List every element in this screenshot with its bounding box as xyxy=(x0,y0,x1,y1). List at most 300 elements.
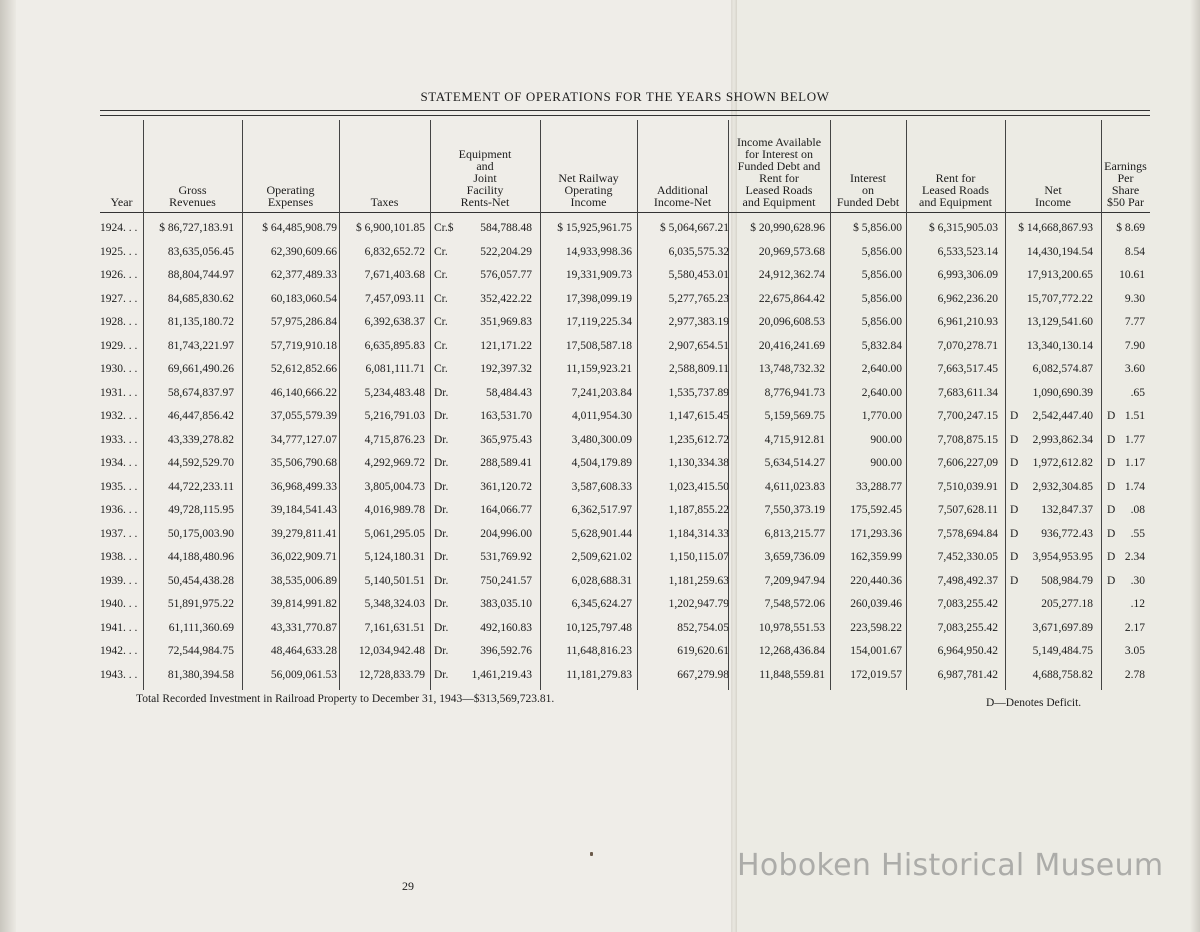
cell-equipment-rents: 121,171.22 xyxy=(480,339,532,352)
header-additional-income: Additional Income-Net xyxy=(653,183,712,209)
cell-eps: 1.74 xyxy=(1124,480,1145,493)
cell-gross-revenues: 61,111,360.69 xyxy=(168,621,234,634)
cell-net-income-flag: D xyxy=(1010,410,1019,422)
cell-gross-revenues: 72,544,984.75 xyxy=(167,645,234,657)
cell-net-income: 132,847.37 xyxy=(1041,504,1093,516)
cell-eps-flag: D xyxy=(1107,551,1116,563)
statement-title: STATEMENT OF OPERATIONS FOR THE YEARS SHOWN BELOW xyxy=(420,89,830,104)
cell-equipment-rents: 750,241.57 xyxy=(480,574,532,587)
cell-taxes: 3,805,004.73 xyxy=(364,480,425,493)
cell-interest: 154,001.67 xyxy=(850,645,902,657)
cell-equipment-flag: Dr. xyxy=(434,527,449,540)
cell-net-railway-income: 4,011,954.30 xyxy=(572,410,632,422)
header-interest-funded-debt: Interest on Funded Debt xyxy=(836,171,900,209)
cell-year: 1927. . . xyxy=(100,292,138,305)
cell-interest: 2,640.00 xyxy=(861,386,902,399)
cell-income-available: 12,268,436.84 xyxy=(758,645,825,657)
cell-eps-flag: D xyxy=(1107,527,1116,540)
cell-eps-flag: D xyxy=(1107,574,1116,587)
cell-taxes: 5,124,180.31 xyxy=(364,551,425,563)
cell-additional-income: 1,235,612.72 xyxy=(668,433,729,446)
cell-interest: 5,856.00 xyxy=(861,269,902,281)
cell-equipment-rents: 361,120.72 xyxy=(480,480,532,493)
cell-additional-income: 1,147,615.45 xyxy=(668,410,729,422)
cell-additional-income: 1,187,855.22 xyxy=(668,504,729,516)
cell-additional-income: 2,907,654.51 xyxy=(668,339,729,352)
cell-eps-flag: D xyxy=(1107,504,1116,516)
table-row xyxy=(100,593,1150,617)
table-row xyxy=(100,358,1150,382)
table-row xyxy=(100,429,1150,453)
cell-net-income: 2,932,304.85 xyxy=(1032,480,1093,493)
cell-net-railway-income: 17,508,587.18 xyxy=(565,339,632,352)
cell-equipment-rents: 351,969.83 xyxy=(480,316,532,328)
table-row xyxy=(100,405,1150,429)
cell-rent: 7,083,255.42 xyxy=(937,598,998,610)
cell-eps-flag: D xyxy=(1107,480,1116,493)
museum-watermark: Hoboken Historical Museum xyxy=(737,848,1164,883)
cell-net-income: 13,129,541.60 xyxy=(1026,316,1093,328)
cell-net-railway-income: $ 15,925,961.75 xyxy=(557,222,632,234)
cell-taxes: 4,715,876.23 xyxy=(364,433,425,446)
cell-income-available: 20,096,608.53 xyxy=(758,316,825,328)
cell-taxes: 4,292,969.72 xyxy=(364,457,425,469)
cell-net-income: 2,542,447.40 xyxy=(1032,410,1093,422)
cell-year: 1926. . . xyxy=(100,269,138,281)
cell-net-income: $ 14,668,867.93 xyxy=(1018,222,1093,234)
cell-equipment-rents: 531,769.92 xyxy=(480,551,532,563)
cell-taxes: 6,635,895.83 xyxy=(364,339,425,352)
cell-taxes: 5,061,295.05 xyxy=(364,527,425,540)
header-net-railway-income: Net Railway Operating Income xyxy=(558,171,619,209)
cell-income-available: 22,675,864.42 xyxy=(758,292,825,305)
cell-operating-expenses: 56,009,061.53 xyxy=(270,668,337,681)
cell-rent: 6,533,523.14 xyxy=(937,245,998,258)
cell-interest: 5,832.84 xyxy=(861,339,902,352)
cell-interest: 260,039.46 xyxy=(850,598,902,610)
cell-equipment-flag: Dr. xyxy=(434,551,449,563)
cell-net-railway-income: 3,587,608.33 xyxy=(571,480,632,493)
cell-equipment-rents: 584,788.48 xyxy=(480,222,532,234)
cell-interest: 172,019.57 xyxy=(850,668,902,681)
cell-income-available: 10,978,551.53 xyxy=(758,621,825,634)
cell-year: 1932. . . xyxy=(100,410,138,422)
cell-eps: .55 xyxy=(1130,527,1145,540)
cell-equipment-rents: 288,589.41 xyxy=(480,457,532,469)
cell-operating-expenses: 46,140,666.22 xyxy=(270,386,337,399)
cell-rent: 6,987,781.42 xyxy=(937,668,998,681)
cell-net-income: 13,340,130.14 xyxy=(1026,339,1093,352)
header-net-income: Net Income xyxy=(1035,183,1071,209)
cell-net-income: 1,972,612.82 xyxy=(1032,457,1093,469)
cell-gross-revenues: 84,685,830.62 xyxy=(167,292,234,305)
cell-rent: 7,498,492.37 xyxy=(937,574,998,587)
paper-speck xyxy=(590,852,593,856)
cell-operating-expenses: 57,719,910.18 xyxy=(270,339,337,352)
cell-rent: 7,452,330.05 xyxy=(937,551,998,563)
cell-rent: 7,507,628.11 xyxy=(938,504,998,516)
cell-rent: 7,683,611.34 xyxy=(938,386,998,399)
cell-taxes: 5,140,501.51 xyxy=(364,574,425,587)
cell-additional-income: 619,620.61 xyxy=(677,645,729,657)
cell-year: 1925. . . xyxy=(100,245,138,258)
header-taxes: Taxes xyxy=(370,195,399,209)
cell-income-available: 3,659,736.09 xyxy=(764,551,825,563)
cell-net-income-flag: D xyxy=(1010,457,1019,469)
cell-net-railway-income: 17,119,225.34 xyxy=(566,316,632,328)
cell-equipment-flag: Cr. xyxy=(434,245,448,258)
cell-interest: 5,856.00 xyxy=(861,245,902,258)
cell-income-available: 20,969,573.68 xyxy=(758,245,825,258)
cell-eps: 2.34 xyxy=(1124,551,1145,563)
cell-taxes: 5,348,324.03 xyxy=(364,598,425,610)
cell-equipment-flag: Cr. xyxy=(434,339,448,352)
table-row xyxy=(100,452,1150,476)
cell-equipment-flag: Cr. xyxy=(434,316,448,328)
cell-interest: 900.00 xyxy=(870,457,902,469)
cell-rent: 6,964,950.42 xyxy=(937,645,998,657)
cell-interest: 223,598.22 xyxy=(850,621,902,634)
right-page-edge xyxy=(1190,0,1200,932)
cell-net-income-flag: D xyxy=(1010,551,1019,563)
cell-equipment-flag: Dr. xyxy=(434,386,449,399)
cell-eps: 8.54 xyxy=(1124,245,1145,258)
cell-taxes: 7,457,093.11 xyxy=(365,292,425,305)
cell-additional-income: 1,130,334.38 xyxy=(668,457,729,469)
cell-eps: 1.51 xyxy=(1124,410,1145,422)
cell-net-income-flag: D xyxy=(1010,527,1019,540)
cell-income-available: 5,634,514.27 xyxy=(764,457,825,469)
cell-operating-expenses: 34,777,127.07 xyxy=(270,433,337,446)
cell-equipment-flag: Cr. xyxy=(434,269,448,281)
cell-year: 1934. . . xyxy=(100,457,138,469)
cell-income-available: 24,912,362.74 xyxy=(758,269,825,281)
header-equipment-rents: Equipment and Joint Facility Rents-Net xyxy=(458,147,512,209)
cell-net-income: 1,090,690.39 xyxy=(1032,386,1093,399)
cell-net-income: 3,954,953.95 xyxy=(1032,551,1093,563)
cell-operating-expenses: 57,975,286.84 xyxy=(270,316,337,328)
header-rule xyxy=(100,212,1150,213)
table-row xyxy=(100,382,1150,406)
cell-gross-revenues: 81,380,394.58 xyxy=(167,668,234,681)
cell-rent: 7,700,247.15 xyxy=(937,410,998,422)
cell-equipment-flag: Cr. xyxy=(434,363,448,375)
cell-year: 1931. . . xyxy=(100,386,138,399)
cell-gross-revenues: 50,175,003.90 xyxy=(167,527,234,540)
cell-gross-revenues: $ 86,727,183.91 xyxy=(159,222,234,234)
cell-net-income: 5,149,484.75 xyxy=(1032,645,1093,657)
cell-net-railway-income: 6,028,688.31 xyxy=(571,574,632,587)
cell-taxes: 7,671,403.68 xyxy=(364,269,425,281)
cell-operating-expenses: 39,184,541.43 xyxy=(270,504,337,516)
cell-net-railway-income: 7,241,203.84 xyxy=(571,386,632,399)
cell-net-railway-income: 14,933,998.36 xyxy=(565,245,632,258)
cell-taxes: 12,034,942.48 xyxy=(358,645,425,657)
deficit-note: D—Denotes Deficit. xyxy=(986,697,1082,709)
cell-gross-revenues: 44,188,480.96 xyxy=(167,551,234,563)
cell-net-railway-income: 11,181,279.83 xyxy=(566,668,632,681)
cell-gross-revenues: 81,135,180.72 xyxy=(167,316,234,328)
cell-rent: 7,070,278.71 xyxy=(937,339,998,352)
cell-net-income-flag: D xyxy=(1010,480,1019,493)
cell-additional-income: 1,023,415.50 xyxy=(668,480,729,493)
cell-equipment-rents: 576,057.77 xyxy=(480,269,532,281)
cell-rent: 7,578,694.84 xyxy=(937,527,998,540)
cell-year: 1942. . . xyxy=(100,645,138,657)
cell-year: 1939. . . xyxy=(100,574,138,587)
cell-operating-expenses: 39,814,991.82 xyxy=(270,598,337,610)
cell-equipment-rents: 1,461,219.43 xyxy=(471,668,532,681)
cell-eps: 10.61 xyxy=(1119,269,1145,281)
cell-net-income-flag: D xyxy=(1010,504,1019,516)
cell-net-income-flag: D xyxy=(1010,433,1019,446)
cell-year: 1940. . . xyxy=(100,598,138,610)
cell-eps-flag: D xyxy=(1107,410,1116,422)
table-row xyxy=(100,264,1150,288)
cell-net-railway-income: 5,628,901.44 xyxy=(571,527,632,540)
cell-income-available: 13,748,732.32 xyxy=(758,363,825,375)
cell-net-railway-income: 11,159,923.21 xyxy=(566,363,632,375)
cell-operating-expenses: 38,535,006.89 xyxy=(270,574,337,587)
cell-year: 1924. . . xyxy=(100,222,138,234)
header-earnings-per-share: Earnings Per Share $50 Par xyxy=(1104,159,1147,209)
cell-rent: $ 6,315,905.03 xyxy=(929,222,998,234)
table-row xyxy=(100,546,1150,570)
cell-net-income: 6,082,574.87 xyxy=(1032,363,1093,375)
cell-eps: $ 8.69 xyxy=(1116,222,1145,234)
cell-taxes: 6,081,111.71 xyxy=(365,363,425,375)
cell-operating-expenses: 43,331,770.87 xyxy=(270,621,337,634)
header-year: Year xyxy=(110,195,133,209)
cell-gross-revenues: 44,722,233.11 xyxy=(168,480,234,493)
cell-net-income: 508,984.79 xyxy=(1041,574,1093,587)
cell-operating-expenses: 62,377,489.33 xyxy=(270,269,337,281)
cell-rent: 7,510,039.91 xyxy=(937,480,998,493)
cell-gross-revenues: 44,592,529.70 xyxy=(167,457,234,469)
table-row xyxy=(100,241,1150,265)
cell-year: 1929. . . xyxy=(100,339,138,352)
cell-year: 1930. . . xyxy=(100,363,138,375)
cell-interest: 175,592.45 xyxy=(850,504,902,516)
cell-net-income: 205,277.18 xyxy=(1041,598,1093,610)
cell-equipment-rents: 192,397.32 xyxy=(480,363,532,375)
cell-interest: 162,359.99 xyxy=(850,551,902,563)
cell-eps: 9.30 xyxy=(1124,292,1145,305)
header-gross-revenues: Gross Revenues xyxy=(169,183,216,209)
cell-net-railway-income: 4,504,179.89 xyxy=(571,457,632,469)
cell-income-available: 7,209,947.94 xyxy=(764,574,825,587)
cell-eps: 3.60 xyxy=(1124,363,1145,375)
cell-rent: 6,962,236.20 xyxy=(937,292,998,305)
cell-eps: 7.77 xyxy=(1124,316,1145,328)
table-row xyxy=(100,288,1150,312)
cell-net-railway-income: 17,398,099.19 xyxy=(565,292,632,305)
cell-rent: 7,606,227,09 xyxy=(937,457,998,469)
cell-net-income: 15,707,772.22 xyxy=(1026,292,1093,305)
cell-operating-expenses: 36,022,909.71 xyxy=(270,551,337,563)
cell-net-income: 936,772.43 xyxy=(1041,527,1093,540)
cell-net-railway-income: 19,331,909.73 xyxy=(565,269,632,281)
cell-equipment-flag: Dr. xyxy=(434,574,449,587)
cell-equipment-flag: Cr. xyxy=(434,292,448,305)
cell-income-available: $ 20,990,628.96 xyxy=(750,222,825,234)
cell-equipment-rents: 365,975.43 xyxy=(480,433,532,446)
cell-eps: .12 xyxy=(1130,598,1145,610)
cell-eps: 3.05 xyxy=(1124,645,1145,657)
cell-year: 1928. . . xyxy=(100,316,138,328)
cell-equipment-rents: 58,484.43 xyxy=(486,386,532,399)
cell-gross-revenues: 51,891,975.22 xyxy=(167,598,234,610)
cell-income-available: 4,611,023.83 xyxy=(765,480,825,493)
cell-net-income: 14,430,194.54 xyxy=(1026,245,1093,258)
header-income-available: Income Available for Interest on Funded Debt and Rent for Leased Roads and Equipment xyxy=(736,135,822,209)
cell-taxes: 5,216,791.03 xyxy=(364,410,425,422)
cell-rent: 7,663,517.45 xyxy=(937,363,998,375)
cell-net-railway-income: 6,362,517.97 xyxy=(571,504,632,516)
title-rule-bottom xyxy=(100,115,1150,116)
cell-equipment-flag: Dr. xyxy=(434,598,449,610)
cell-interest: 171,293.36 xyxy=(850,527,902,540)
table-row xyxy=(100,499,1150,523)
table-row xyxy=(100,617,1150,641)
cell-income-available: 5,159,569.75 xyxy=(764,410,825,422)
cell-additional-income: 1,150,115.07 xyxy=(669,551,729,563)
table-row xyxy=(100,217,1150,241)
cell-gross-revenues: 43,339,278.82 xyxy=(167,433,234,446)
cell-eps: 1.17 xyxy=(1124,457,1145,469)
cell-operating-expenses: 52,612,852.66 xyxy=(270,363,337,375)
table-row xyxy=(100,523,1150,547)
cell-gross-revenues: 49,728,115.95 xyxy=(168,504,234,516)
cell-rent: 6,993,306.09 xyxy=(937,269,998,281)
cell-additional-income: 1,184,314.33 xyxy=(668,527,729,540)
cell-interest: 5,856.00 xyxy=(861,316,902,328)
cell-equipment-flag: Dr. xyxy=(434,668,449,681)
cell-operating-expenses: $ 64,485,908.79 xyxy=(262,222,337,234)
cell-additional-income: 852,754.05 xyxy=(677,621,729,634)
cell-interest: 1,770.00 xyxy=(861,410,902,422)
cell-year: 1943. . . xyxy=(100,668,138,681)
investment-footnote: Total Recorded Investment in Railroad Property to December 31, 1943—$313,569,723.81. xyxy=(136,693,555,705)
cell-equipment-flag: Dr. xyxy=(434,504,449,516)
cell-eps: .30 xyxy=(1130,574,1145,587)
cell-net-railway-income: 6,345,624.27 xyxy=(571,598,632,610)
cell-taxes: 12,728,833.79 xyxy=(358,668,425,681)
cell-income-available: 8,776,941.73 xyxy=(764,386,825,399)
cell-taxes: 4,016,989.78 xyxy=(364,504,425,516)
cell-net-income: 2,993,862.34 xyxy=(1032,433,1093,446)
cell-equipment-rents: 492,160.83 xyxy=(480,621,532,634)
cell-equipment-rents: 164,066.77 xyxy=(480,504,532,516)
cell-equipment-flag: Dr. xyxy=(434,457,449,469)
cell-equipment-rents: 396,592.76 xyxy=(480,645,532,657)
cell-net-railway-income: 2,509,621.02 xyxy=(571,551,632,563)
cell-income-available: 4,715,912.81 xyxy=(764,433,825,446)
cell-interest: 220,440.36 xyxy=(850,574,902,587)
cell-gross-revenues: 88,804,744.97 xyxy=(167,269,234,281)
cell-gross-revenues: 81,743,221.97 xyxy=(167,339,234,352)
cell-additional-income: 2,588,809.11 xyxy=(669,363,729,375)
table-row xyxy=(100,311,1150,335)
cell-equipment-rents: 522,204.29 xyxy=(480,245,532,258)
cell-operating-expenses: 37,055,579.39 xyxy=(270,410,337,422)
cell-eps: 7.90 xyxy=(1124,339,1145,352)
cell-year: 1935. . . xyxy=(100,480,138,493)
cell-operating-expenses: 39,279,811.41 xyxy=(271,527,337,540)
cell-equipment-rents: 352,422.22 xyxy=(480,292,532,305)
cell-taxes: 5,234,483.48 xyxy=(364,386,425,399)
cell-interest: 5,856.00 xyxy=(861,292,902,305)
cell-additional-income: 1,535,737.89 xyxy=(668,386,729,399)
cell-net-railway-income: 3,480,300.09 xyxy=(571,433,632,446)
left-page-edge xyxy=(0,0,16,932)
cell-income-available: 20,416,241.69 xyxy=(758,339,825,352)
cell-equipment-flag: Dr. xyxy=(434,645,449,657)
header-operating-expenses: Operating Expenses xyxy=(266,183,315,209)
cell-operating-expenses: 60,183,060.54 xyxy=(270,292,337,305)
cell-additional-income: 1,202,947.79 xyxy=(668,598,729,610)
table-row xyxy=(100,335,1150,359)
cell-gross-revenues: 69,661,490.26 xyxy=(167,363,234,375)
cell-income-available: 6,813,215.77 xyxy=(764,527,825,540)
cell-eps: .65 xyxy=(1130,386,1145,399)
cell-rent: 6,961,210.93 xyxy=(937,316,998,328)
table-row xyxy=(100,476,1150,500)
cell-equipment-flag: Dr. xyxy=(434,621,449,634)
cell-gross-revenues: 50,454,438.28 xyxy=(167,574,234,587)
cell-income-available: 7,550,373.19 xyxy=(764,504,825,516)
cell-net-income: 17,913,200.65 xyxy=(1026,269,1093,281)
header-rent-leased-roads: Rent for Leased Roads and Equipment xyxy=(919,171,992,209)
cell-equipment-flag: Dr. xyxy=(434,410,449,422)
cell-interest: $ 5,856.00 xyxy=(853,222,902,234)
cell-operating-expenses: 35,506,790.68 xyxy=(270,457,337,469)
cell-additional-income: 5,277,765.23 xyxy=(668,292,729,305)
cell-eps-flag: D xyxy=(1107,433,1116,446)
cell-equipment-rents: 383,035.10 xyxy=(480,598,532,610)
cell-rent: 7,708,875.15 xyxy=(937,433,998,446)
cell-taxes: $ 6,900,101.85 xyxy=(356,222,425,234)
cell-eps-flag: D xyxy=(1107,457,1116,469)
cell-equipment-rents: 163,531.70 xyxy=(480,410,532,422)
cell-income-available: 7,548,572.06 xyxy=(764,598,825,610)
cell-year: 1938. . . xyxy=(100,551,138,563)
cell-additional-income: $ 5,064,667.21 xyxy=(660,222,729,234)
cell-additional-income: 1,181,259.63 xyxy=(668,574,729,587)
cell-year: 1937. . . xyxy=(100,527,138,540)
table-row xyxy=(100,640,1150,664)
cell-eps: 2.17 xyxy=(1124,621,1145,634)
cell-operating-expenses: 48,464,633.28 xyxy=(270,645,337,657)
cell-eps: 2.78 xyxy=(1124,668,1145,681)
cell-taxes: 7,161,631.51 xyxy=(364,621,425,634)
cell-additional-income: 6,035,575.32 xyxy=(668,245,729,258)
cell-income-available: 11,848,559.81 xyxy=(759,668,825,681)
cell-taxes: 6,392,638.37 xyxy=(364,316,425,328)
cell-net-income: 4,688,758.82 xyxy=(1032,668,1093,681)
cell-net-income-flag: D xyxy=(1010,574,1019,587)
cell-eps: 1.77 xyxy=(1124,433,1145,446)
page-number: 29 xyxy=(402,879,414,893)
cell-net-railway-income: 11,648,816.23 xyxy=(566,645,632,657)
title-rule-top xyxy=(100,110,1150,111)
cell-operating-expenses: 62,390,609.66 xyxy=(270,245,337,258)
cell-net-income: 3,671,697.89 xyxy=(1032,621,1093,634)
cell-equipment-flag: Dr. xyxy=(434,433,449,446)
cell-interest: 2,640.00 xyxy=(861,363,902,375)
cell-gross-revenues: 46,447,856.42 xyxy=(167,410,234,422)
cell-gross-revenues: 83,635,056.45 xyxy=(167,245,234,258)
